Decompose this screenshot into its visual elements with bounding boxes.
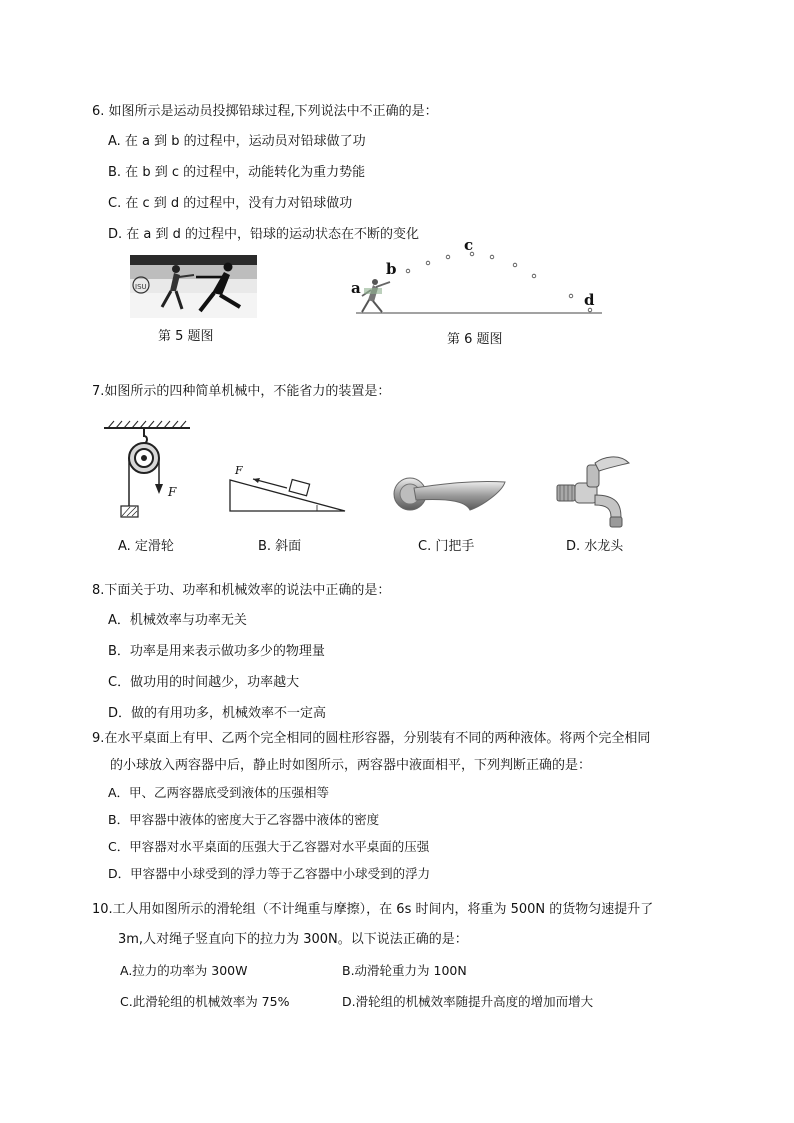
label-c: c	[464, 236, 474, 254]
caption-fig5: 第 5 题图	[158, 329, 214, 344]
label-d: d	[584, 291, 595, 309]
pulley-force-label: F	[168, 485, 177, 499]
q7-option-c: C. 门把手	[418, 539, 475, 554]
q7-option-d: D. 水龙头	[566, 539, 624, 554]
q10-stem-line1: 10.工人用如图所示的滑轮组（不计绳重与摩擦），在 6s 时间内，将重为 500N 的货物匀速提升了	[92, 902, 654, 917]
faucet-image	[555, 455, 633, 530]
fixed-pulley-diagram	[100, 418, 200, 523]
isu-logo-text: ISU	[135, 283, 147, 291]
q7-stem: 7.如图所示的四种简单机械中，不能省力的装置是：	[92, 384, 391, 399]
q8-option-b: B．功率是用来表示做功多少的物理量	[108, 644, 325, 659]
q9-stem-line2: 的小球放入两容器中后，静止时如图所示，两容器中液面相平，下列判断正确的是：	[110, 758, 592, 773]
door-handle-image	[392, 470, 510, 520]
q10-option-a: A.拉力的功率为 300W	[120, 963, 248, 978]
label-b: b	[386, 260, 397, 278]
q6-option-c: C. 在 c 到 d 的过程中，没有力对铅球做功	[108, 196, 353, 211]
incline-force-label: F	[235, 464, 243, 477]
q10-option-b: B.动滑轮重力为 100N	[342, 963, 467, 978]
q6-option-d: D. 在 a 到 d 的过程中，铅球的运动状态在不断的变化	[108, 227, 420, 242]
shot-put-diagram	[340, 230, 610, 320]
q7-option-a: A. 定滑轮	[118, 539, 174, 554]
inclined-plane-diagram	[225, 460, 350, 515]
caption-fig6: 第 6 题图	[447, 332, 503, 347]
q6-option-a: A. 在 a 到 b 的过程中，运动员对铅球做了功	[108, 134, 366, 149]
q9-option-d: D．甲容器中小球受到的浮力等于乙容器中小球受到的浮力	[108, 866, 431, 881]
q9-stem-line1: 9.在水平桌面上有甲、乙两个完全相同的圆柱形容器，分别装有不同的两种液体。将两个完全相同	[92, 731, 651, 746]
q10-option-c: C.此滑轮组的机械效率为 75%	[120, 994, 290, 1009]
q9-option-b: B．甲容器中液体的密度大于乙容器中液体的密度	[108, 812, 380, 827]
q6-option-b: B. 在 b 到 c 的过程中，动能转化为重力势能	[108, 165, 366, 180]
q10-stem-line2: 3m,人对绳子竖直向下的拉力为 300N。以下说法正确的是：	[118, 932, 468, 947]
q7-option-b: B. 斜面	[258, 539, 302, 554]
q9-option-c: C．甲容器对水平桌面的压强大于乙容器对水平桌面的压强	[108, 839, 430, 854]
q6-stem: 6. 如图所示是运动员投掷铅球过程,下列说法中不正确的是：	[92, 104, 438, 119]
q8-stem: 8.下面关于功、功率和机械效率的说法中正确的是：	[92, 583, 391, 598]
athlete-figure	[362, 279, 390, 312]
q10-option-d: D.滑轮组的机械效率随提升高度的增加而增大	[342, 994, 594, 1009]
label-a: a	[351, 279, 361, 297]
q8-option-c: C．做功用的时间越少，功率越大	[108, 675, 300, 690]
q8-option-a: A．机械效率与功率无关	[108, 613, 247, 628]
q9-option-a: A．甲、乙两容器底受到液体的压强相等	[108, 785, 330, 800]
skating-photo	[130, 255, 257, 318]
q8-option-d: D．做的有用功多，机械效率不一定高	[108, 706, 327, 721]
